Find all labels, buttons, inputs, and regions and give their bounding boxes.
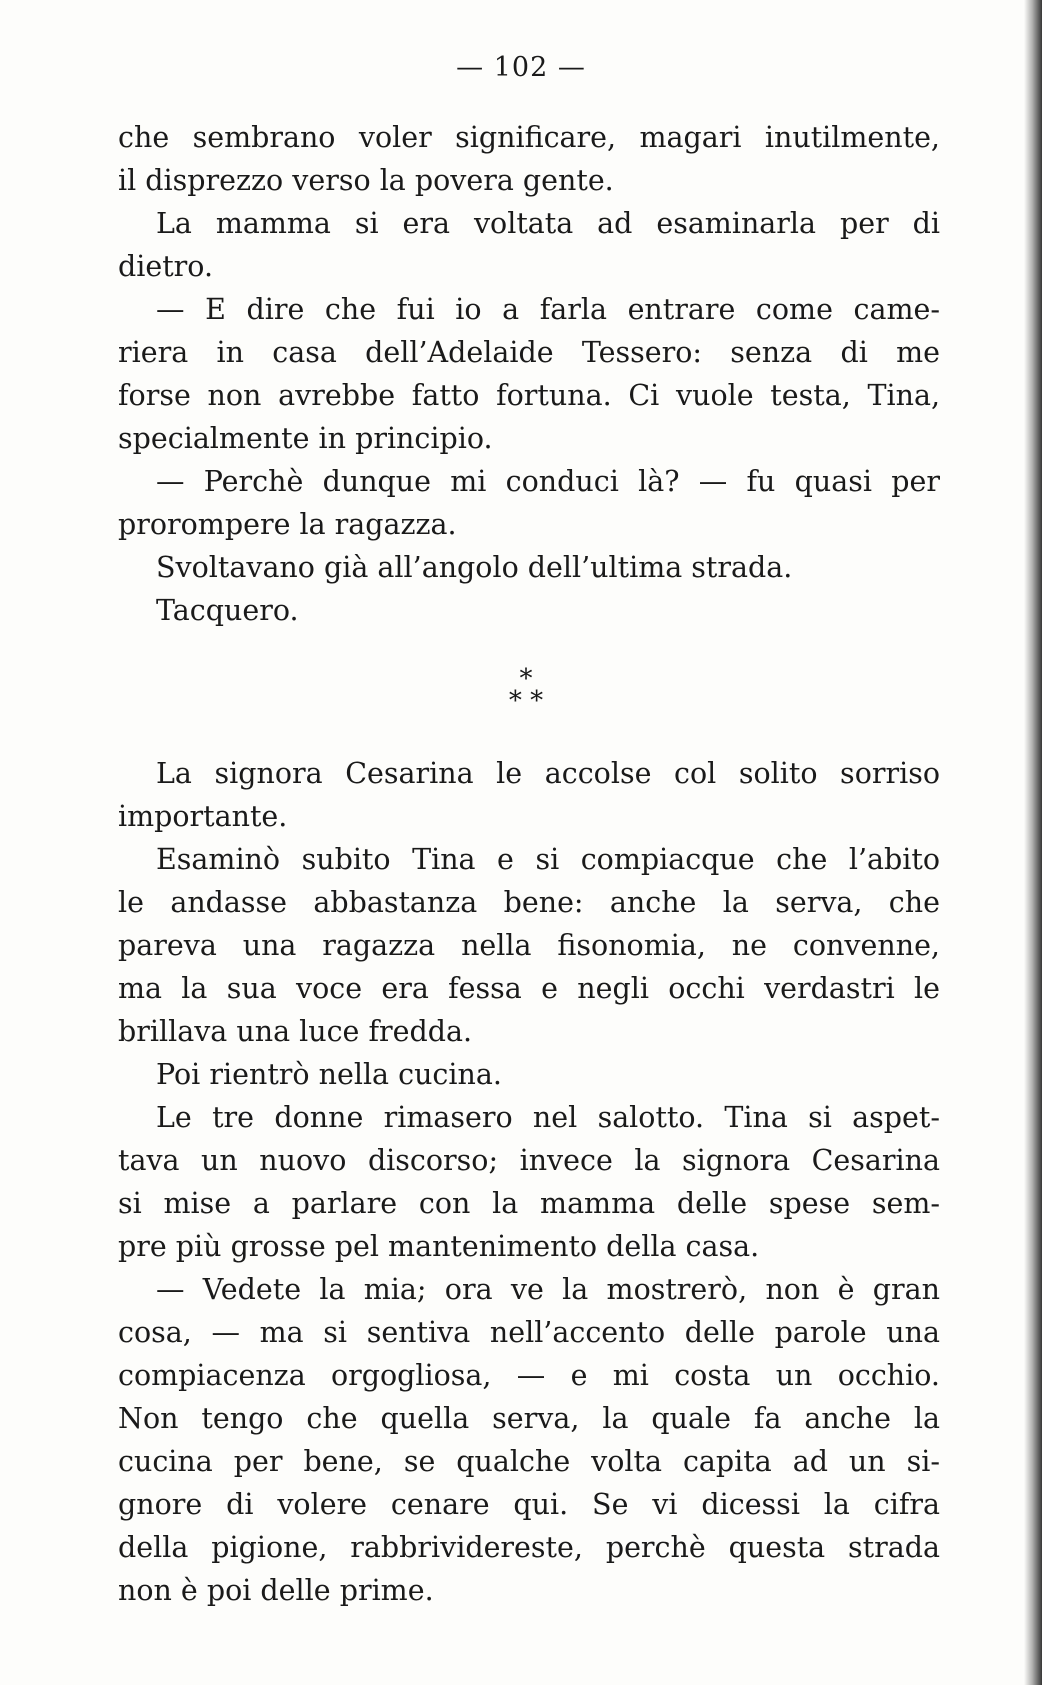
text-line: riera in casa dell’Adelaide Tessero: senza di me [118,336,940,369]
text-line: il disprezzo verso la povera gente. [118,164,614,197]
text-line: si mise a parlare con la mamma delle spese sem- [118,1187,940,1220]
text-line: brillava una luce fredda. [118,1015,473,1048]
text-line: Svoltavano già all’angolo dell’ultima strada. [156,551,793,584]
text-block-bottom [118,752,940,1612]
asterism-bottom: * * [508,686,544,716]
section-break-asterism [478,664,574,724]
text-line: le andasse abbastanza bene: anche la serva, che [118,886,940,919]
text-line: cosa, — ma si sentiva nell’accento delle parole una [118,1316,940,1349]
text-block-top [118,116,940,632]
text-line: Esaminò subito Tina e si compiacque che l’abito [156,843,940,876]
text-line: compiacenza orgogliosa, — e mi costa un occhio. [118,1359,940,1392]
scanned-page-edge [1024,0,1042,1685]
text-line: cucina per bene, se qualche volta capita ad un si- [118,1445,940,1478]
text-line: ma la sua voce era fessa e negli occhi verdastri le [118,972,940,1005]
text-line: tava un nuovo discorso; invece la signora Cesarina [118,1144,940,1177]
text-line: dietro. [118,250,214,283]
text-line: importante. [118,800,288,833]
text-line: — Vedete la mia; ora ve la mostrerò, non è gran [156,1273,940,1306]
text-line: Non tengo che quella serva, la quale fa anche la [118,1402,940,1435]
text-line: specialmente in principio. [118,422,493,455]
text-line: pre più grosse pel mantenimento della casa. [118,1230,760,1263]
page-number: — 102 — [456,52,586,83]
text-line: non è poi delle prime. [118,1574,434,1607]
asterism-top: * [519,664,533,694]
text-line: della pigione, rabbrividereste, perchè questa strada [118,1531,940,1564]
text-line: gnore di volere cenare qui. Se vi dicessi la cifra [118,1488,940,1521]
text-line: La mamma si era voltata ad esaminarla per di [156,207,940,240]
text-line: — Perchè dunque mi conduci là? — fu quasi per [156,465,940,498]
text-line: che sembrano voler significare, magari inutilmente, [118,121,940,154]
text-line: — E dire che fui io a farla entrare come came- [156,293,940,326]
text-line: La signora Cesarina le accolse col solito sorriso [156,757,940,790]
text-line: prorompere la ragazza. [118,508,457,541]
text-line: Poi rientrò nella cucina. [156,1058,502,1091]
text-line: forse non avrebbe fatto fortuna. Ci vuole testa, Tina, [118,379,940,412]
text-line: Le tre donne rimasero nel salotto. Tina si aspet- [156,1101,940,1134]
text-line: Tacquero. [156,594,299,627]
text-line: pareva una ragazza nella fisonomia, ne convenne, [118,929,940,962]
